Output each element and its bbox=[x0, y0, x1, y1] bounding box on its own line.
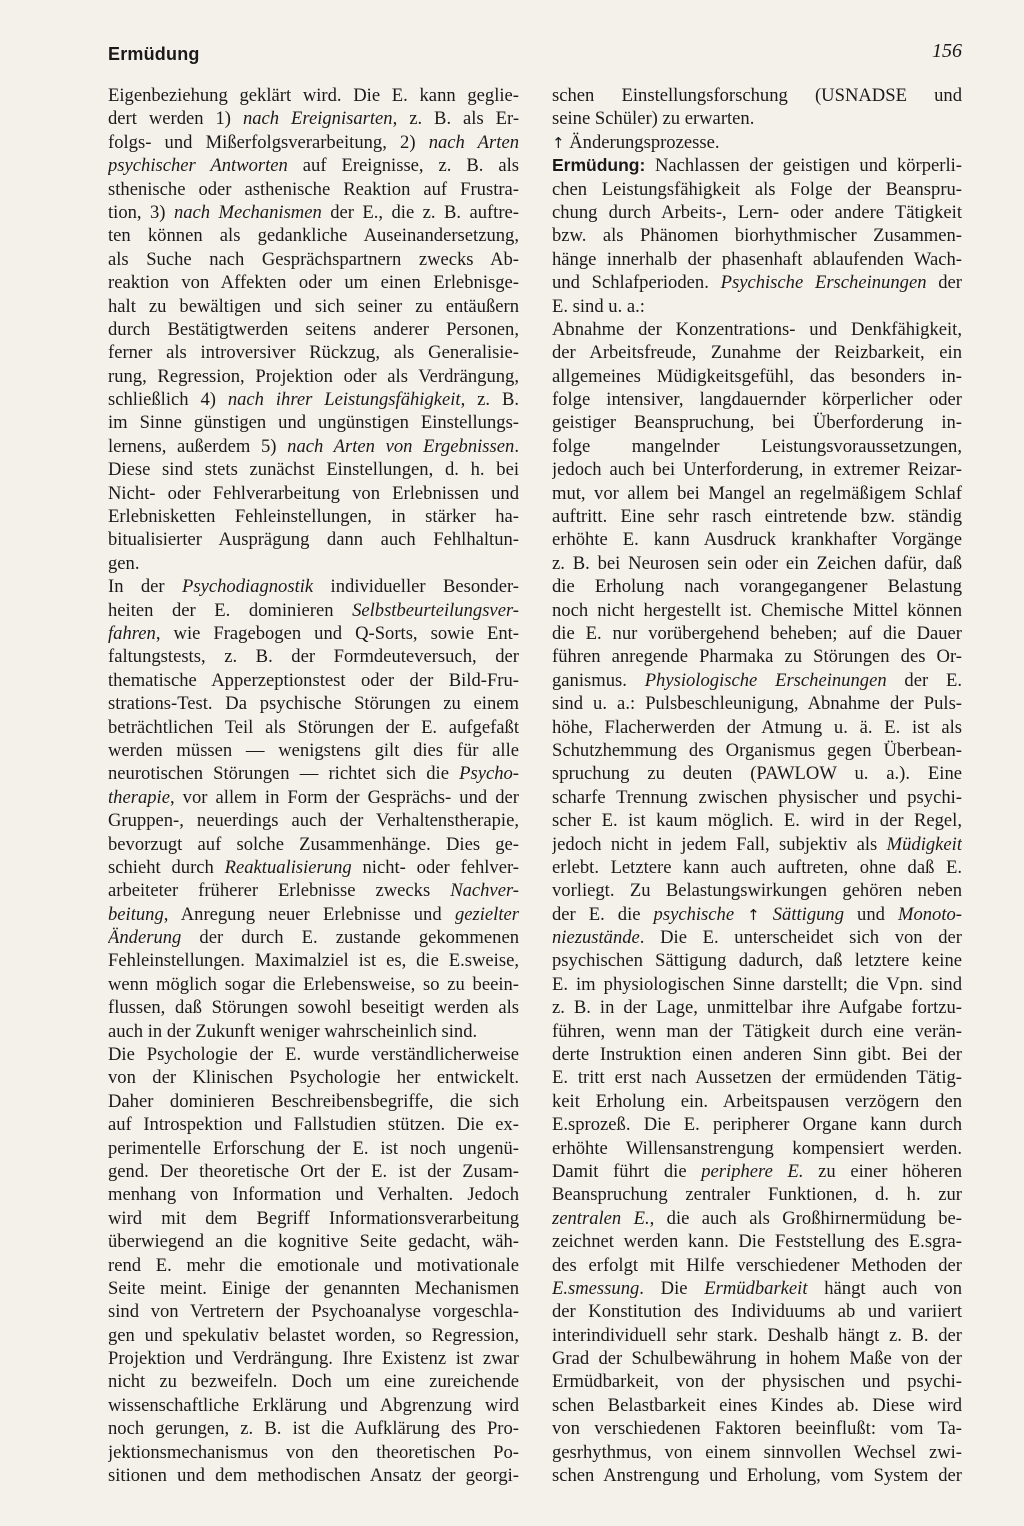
text-line: chen Leistungsfähigkeit als Folge der Beanspru- bbox=[552, 178, 962, 200]
text-line: faltungstests, z. B. der Formdeuteversuch, der bbox=[108, 646, 519, 668]
text-line: schieht durch Reaktualisierung nicht- oder fehlver- bbox=[108, 856, 519, 878]
text-line: Nicht- oder Fehlverarbeitung von Erlebnissen und bbox=[108, 482, 519, 504]
text-line: jedoch nicht in jedem Fall, subjektiv als Müdigkeit bbox=[552, 833, 962, 855]
text-line: strations-Test. Da psychische Störungen zu einem bbox=[108, 693, 519, 715]
text-line: schen Anstrengung und Erholung, vom System der bbox=[552, 1465, 962, 1487]
text-line: E. im physiologischen Sinne darstellt; die Vpn. sind bbox=[552, 973, 962, 995]
text-line: werden müssen — wenigstens gilt dies für alle bbox=[108, 739, 519, 761]
text-line: wissenschaftliche Erklärung und Abgrenzung wird bbox=[108, 1394, 519, 1416]
text-line: interindividuell sehr stark. Deshalb hängt z. B. der bbox=[552, 1324, 962, 1346]
text-line: vorliegt. Zu Belastungswirkungen gehören neben bbox=[552, 880, 962, 902]
text-line: tion, 3) nach Mechanismen der E., die z. B. auftre- bbox=[108, 201, 519, 223]
text-line: folgs- und Mißerfolgsverarbeitung, 2) nach Arten bbox=[108, 131, 519, 153]
text-line: von verschiedenen Faktoren beeinflußt: vom Ta- bbox=[552, 1418, 962, 1440]
text-line: sitionen und dem methodischen Ansatz der georgi- bbox=[108, 1465, 519, 1487]
text-line: psychischen Sättigung dadurch, daß letztere keine bbox=[552, 950, 962, 972]
text-line: zentralen E., die auch als Großhirnermüdung be- bbox=[552, 1207, 962, 1229]
text-line: therapie, vor allem in Form der Gesprächs- und der bbox=[108, 786, 519, 808]
text-line: Gruppen-, neuerdings auch der Verhaltenstherapie, bbox=[108, 810, 519, 832]
text-line: E.smessung. Die Ermüdbarkeit hängt auch von bbox=[552, 1277, 962, 1299]
text-line: jektionsmechanismus von den theoretischen Po- bbox=[108, 1441, 519, 1463]
text-line: schließlich 4) nach ihrer Leistungsfähigkeit, z. B. bbox=[108, 389, 519, 411]
text-line: scher E. ist kaum möglich. E. wird in der Regel, bbox=[552, 810, 962, 832]
text-line: zeichnet werden kann. Die Feststellung des E.sgra- bbox=[552, 1231, 962, 1253]
text-line: E. tritt erst nach Aussetzen der ermüdenden Tätig- bbox=[552, 1067, 962, 1089]
left-column bbox=[108, 84, 519, 1487]
text-line: Abnahme der Konzentrations- und Denkfähigkeit, bbox=[552, 318, 962, 340]
text-line: wenn möglich sogar die Erlebensweise, so zu beein- bbox=[108, 973, 519, 995]
text-line: E.sprozeß. Die E. peripherer Organe kann durch bbox=[552, 1114, 962, 1136]
text-line: flussen, daß Störungen sowohl beseitigt werden als bbox=[108, 997, 519, 1019]
text-line: Ermüdbarkeit, von der physischen und psychi- bbox=[552, 1371, 962, 1393]
text-line: auch in der Zukunft weniger wahrscheinlich sind. bbox=[108, 1020, 478, 1042]
text-line: der E. die psychische ↑ Sättigung und Monoto- bbox=[552, 903, 962, 925]
text-line: überwiegend an die kognitive Seite gedacht, wäh- bbox=[108, 1231, 519, 1253]
text-line: noch nicht hergestellt ist. Chemische Mittel können bbox=[552, 599, 962, 621]
text-line: gend. Der theoretische Ort der E. ist der Zusam- bbox=[108, 1160, 519, 1182]
text-line: perimentelle Erforschung der E. ist noch ungenü- bbox=[108, 1137, 519, 1159]
text-line: der Konstitution des Individuums ab und variiert bbox=[552, 1301, 962, 1323]
running-head: Ermüdung bbox=[108, 44, 200, 64]
text-line: niezustände. Die E. unterscheidet sich von der bbox=[552, 927, 962, 949]
text-line: dert werden 1) nach Ereignisarten, z. B. als Er- bbox=[108, 108, 519, 130]
text-line: Daher dominieren Beschreibensbegriffe, die sich bbox=[108, 1090, 519, 1112]
text-line: rend E. mehr die emotionale und motivationale bbox=[108, 1254, 519, 1276]
right-column bbox=[552, 84, 962, 1487]
text-line: ten können als gedankliche Auseinandersetzung, bbox=[108, 225, 519, 247]
text-line: hänge innerhalb der phasenhaft ablaufenden Wach- bbox=[552, 248, 962, 270]
text-line: scharfe Trennung zwischen physischer und psychi- bbox=[552, 786, 962, 808]
text-line: neurotischen Störungen — richtet sich die Psycho- bbox=[108, 763, 519, 785]
text-line: In der Psychodiagnostik individueller Besonder- bbox=[108, 576, 519, 598]
text-line: folge intensiver, langdauernder körperlicher oder bbox=[552, 389, 962, 411]
text-line: Ermüdung: Nachlassen der geistigen und körperli- bbox=[552, 155, 962, 177]
text-line: Seite meint. Einige der genannten Mechanismen bbox=[108, 1277, 519, 1299]
text-line: psychischer Antworten auf Ereignisse, z. B. als bbox=[108, 155, 519, 177]
text-line: sthenische oder asthenische Reaktion auf Frustra- bbox=[108, 178, 519, 200]
page-number: 156 bbox=[932, 40, 962, 62]
text-line: sind von Vertretern der Psychoanalyse vorgeschla- bbox=[108, 1301, 519, 1323]
text-line: ganismus. Physiologische Erscheinungen der E. bbox=[552, 669, 962, 691]
text-line: schen Belastbarkeit eines Kindes ab. Diese wird bbox=[552, 1394, 962, 1416]
text-line: gen. bbox=[108, 552, 140, 574]
text-line: führen anregende Pharmaka zu Störungen des Or- bbox=[552, 646, 962, 668]
text-line: durch Bestätigtwerden seitens anderer Personen, bbox=[108, 318, 519, 340]
text-line: Änderung der durch E. zustande gekommenen bbox=[108, 927, 519, 949]
text-line: Beanspruchung zentraler Funktionen, d. h. zur bbox=[552, 1184, 962, 1206]
text-line: spruchung zu deuten (PAWLOW u. a.). Eine bbox=[552, 763, 962, 785]
text-line: gen und spekulativ belastet worden, so Regression, bbox=[108, 1324, 519, 1346]
text-line: folge mangelnder Leistungsvoraussetzungen, bbox=[552, 435, 962, 457]
text-line: bitualisierter Ausprägung dann auch Fehlhaltun- bbox=[108, 529, 519, 551]
text-line: beitung, Anregung neuer Erlebnisse und gezielter bbox=[108, 903, 519, 925]
text-line: allgemeines Müdigkeitsgefühl, das besonders in- bbox=[552, 365, 962, 387]
text-line: und Schlafperioden. Psychische Erscheinungen der bbox=[552, 272, 962, 294]
text-line: chung durch Arbeits-, Lern- oder andere Tätigkeit bbox=[552, 201, 962, 223]
text-line: geistiger Beanspruchung, bei Überforderung in- bbox=[552, 412, 962, 434]
text-line: seine Schüler) zu erwarten. bbox=[552, 108, 755, 130]
text-line: Grad der Schulbewährung in hohem Maße von der bbox=[552, 1348, 962, 1370]
text-line: fahren, wie Fragebogen und Q-Sorts, sowie Ent- bbox=[108, 622, 519, 644]
text-line: wird mit dem Begriff Informationsverarbeitung bbox=[108, 1207, 519, 1229]
text-line: Schutzhemmung des Organismus gegen Überbean- bbox=[552, 739, 962, 761]
text-line: z. B. in der Lage, unmittelbar ihre Aufgabe fortzu- bbox=[552, 997, 962, 1019]
text-line: des erfolgt mit Hilfe verschiedener Methoden der bbox=[552, 1254, 962, 1276]
text-line: Die Psychologie der E. wurde verständlicherweise bbox=[108, 1044, 519, 1066]
text-line: im Sinne günstigen und ungünstigen Einstellungs- bbox=[108, 412, 519, 434]
text-line: reaktion von Affekten oder um einen Erlebnisge- bbox=[108, 272, 519, 294]
text-line: die E. nur vorübergehend beheben; auf die Dauer bbox=[552, 622, 962, 644]
text-line: schen Einstellungsforschung (USNADSE und bbox=[552, 85, 962, 106]
text-line: E. sind u. a.: bbox=[552, 295, 645, 317]
text-line: von der Klinischen Psychologie her entwickelt. bbox=[108, 1067, 519, 1089]
text-line: jedoch auch bei Unterforderung, in extremer Reizar- bbox=[552, 459, 962, 481]
text-line: arbeiteter früherer Erlebnisse zwecks Nachver- bbox=[108, 880, 519, 902]
text-line: z. B. bei Neurosen sein oder ein Zeichen dafür, daß bbox=[552, 552, 962, 574]
text-line: halt zu bewältigen und sich seiner zu entäußern bbox=[108, 295, 519, 317]
text-line: sind u. a.: Pulsbeschleunigung, Abnahme der Puls- bbox=[552, 693, 962, 715]
text-line: lernens, außerdem 5) nach Arten von Ergebnissen. bbox=[108, 435, 519, 457]
text-line: Fehleinstellungen. Maximalziel ist es, die E.sweise, bbox=[108, 950, 519, 972]
text-line: keit Erholung ein. Arbeitspausen verzögern den bbox=[552, 1090, 962, 1112]
text-line: als Suche nach Gesprächspartnern zwecks Ab- bbox=[108, 248, 519, 270]
text-line: erhöhte E. kann Ausdruck krankhafter Vorgänge bbox=[552, 529, 962, 551]
text-line: Projektion und Verdrängung. Ihre Existenz ist zwar bbox=[108, 1348, 519, 1370]
text-line: menhang von Information und Verhalten. Jedoch bbox=[108, 1184, 519, 1206]
text-line: höhe, Flacherwerden der Atmung u. ä. E. ist als bbox=[552, 716, 962, 738]
text-line: rung, Regression, Projektion oder als Verdrängung, bbox=[108, 365, 519, 387]
text-line: Damit führt die periphere E. zu einer höheren bbox=[552, 1160, 962, 1182]
text-line: ↑ Änderungsprozesse. bbox=[552, 131, 720, 153]
text-line: mut, vor allem bei Mangel an regelmäßigem Schlaf bbox=[552, 482, 962, 504]
text-line: derte Instruktion einen anderen Sinn gibt. Bei der bbox=[552, 1044, 962, 1066]
text-line: Erlebnisketten Fehleinstellungen, in stärker ha- bbox=[108, 506, 519, 528]
text-line: erlebt. Letztere kann auch auftreten, ohne daß E. bbox=[552, 856, 962, 878]
text-line: gesrhythmus, von einem sinnvollen Wechsel zwi- bbox=[552, 1441, 962, 1463]
text-line: ferner als introversiver Rückzug, als Generalisie- bbox=[108, 342, 519, 364]
text-line: bevorzugt auf solche Zusammenhänge. Dies ge- bbox=[108, 833, 519, 855]
text-line: beträchtlichen Teil als Störungen der E. aufgefaßt bbox=[108, 716, 519, 738]
text-line: erhöhte Willensanstrengung kompensiert werden. bbox=[552, 1137, 962, 1159]
text-line: der Arbeitsfreude, Zunahme der Reizbarkeit, ein bbox=[552, 342, 962, 364]
text-line: auftritt. Eine sehr rasch eintretende bzw. ständig bbox=[552, 506, 962, 528]
text-line: Eigenbeziehung geklärt wird. Die E. kann geglie- bbox=[108, 85, 519, 106]
text-line: die Erholung nach vorangegangener Belastung bbox=[552, 576, 962, 598]
text-line: thematische Apperzeptionstest oder der Bild-Fru- bbox=[108, 669, 519, 691]
text-line: auf Introspektion und Fallstudien stützen. Die ex- bbox=[108, 1114, 519, 1136]
text-line: führen, wenn man der Tätigkeit durch eine verän- bbox=[552, 1020, 962, 1042]
text-line: noch gerungen, z. B. ist die Aufklärung des Pro- bbox=[108, 1418, 519, 1440]
text-line: Diese sind stets zunächst Einstellungen, d. h. bei bbox=[108, 459, 519, 481]
text-line: bzw. als Phänomen biorhythmischer Zusammen- bbox=[552, 225, 962, 247]
text-line: heiten der E. dominieren Selbstbeurteilungsver- bbox=[108, 599, 519, 621]
text-line: nicht zu bezweifeln. Doch um eine zureichende bbox=[108, 1371, 519, 1393]
